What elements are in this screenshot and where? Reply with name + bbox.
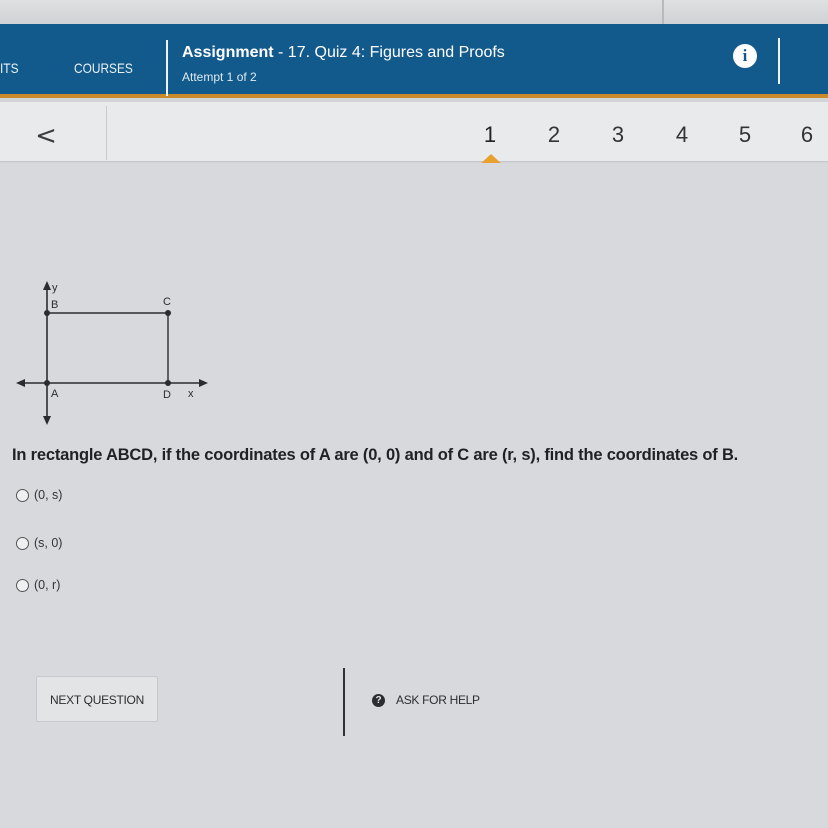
actions-divider [343, 668, 345, 736]
point-b [44, 310, 50, 316]
question-number-2[interactable]: 2 [547, 122, 561, 147]
y-axis-label: y [52, 282, 58, 294]
question-nav [0, 102, 828, 162]
help-label: ASK FOR HELP [396, 693, 480, 707]
label-d: D [163, 389, 171, 401]
radio-button[interactable] [16, 537, 29, 550]
answer-option-1[interactable] [16, 485, 62, 505]
question-prompt: In rectangle ABCD, if the coordinates of A are (0, 0) and of C are (r, s), find the coordinates of B. [12, 446, 739, 464]
question-nav-divider [106, 106, 107, 160]
point-d [165, 380, 171, 386]
x-axis-arrow-right [199, 379, 208, 387]
ask-for-help-button[interactable] [372, 693, 480, 707]
assignment-label: Assignment [182, 44, 274, 61]
question-content [0, 163, 828, 828]
y-axis-arrow-down [43, 416, 51, 425]
question-number-4[interactable]: 4 [675, 122, 689, 147]
help-icon: ? [372, 694, 385, 707]
question-number-6[interactable]: 6 [800, 122, 814, 147]
label-c: C [163, 296, 171, 308]
option-label: (s, 0) [34, 536, 63, 550]
nav-item-its[interactable]: ITS [0, 60, 19, 76]
y-axis-arrow-up [43, 281, 51, 290]
next-question-button[interactable]: NEXT QUESTION [36, 676, 158, 722]
answer-option-2[interactable] [16, 533, 62, 553]
header-divider-right [778, 38, 780, 84]
radio-button[interactable] [16, 579, 29, 592]
x-axis-arrow-left [16, 379, 25, 387]
question-number-5[interactable]: 5 [738, 122, 752, 147]
radio-button[interactable] [16, 489, 29, 502]
header-divider [166, 40, 168, 96]
assignment-title [182, 44, 505, 62]
browser-top-strip [0, 0, 828, 24]
nav-item-courses[interactable]: COURSES [74, 60, 133, 76]
label-a: A [51, 388, 59, 400]
label-b: B [51, 299, 59, 311]
attempt-label: Attempt 1 of 2 [182, 70, 257, 84]
assignment-name: - 17. Quiz 4: Figures and Proofs [278, 44, 505, 61]
question-number-1[interactable]: 1 [483, 122, 497, 147]
app-header [0, 24, 828, 98]
x-axis-label: x [188, 388, 194, 400]
top-divider [662, 0, 664, 24]
rectangle-figure [14, 281, 214, 431]
question-number-3[interactable]: 3 [611, 122, 625, 147]
answer-option-3[interactable] [16, 575, 60, 595]
point-c [165, 310, 171, 316]
option-label: (0, r) [34, 578, 61, 592]
back-arrow-icon[interactable]: < [35, 121, 57, 151]
option-label: (0, s) [34, 488, 63, 502]
info-icon[interactable]: i [733, 44, 757, 68]
point-a [44, 380, 50, 386]
